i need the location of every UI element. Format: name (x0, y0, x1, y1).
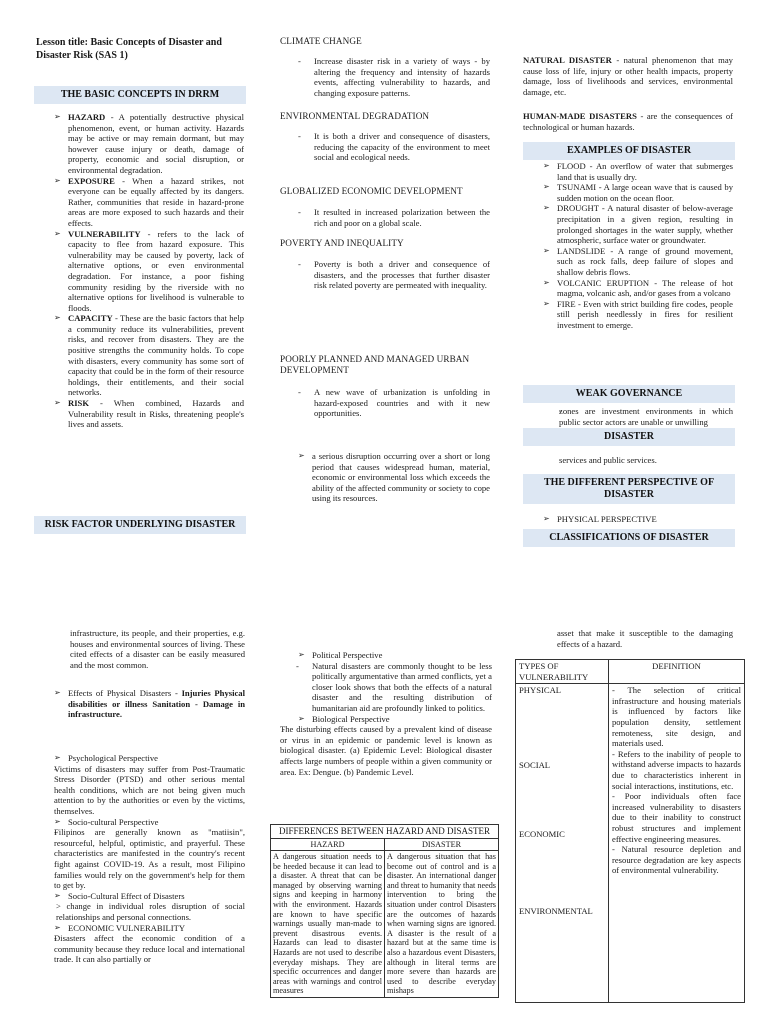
psychological-title: ➢ Psychological Perspective (52, 753, 245, 764)
poverty-title: POVERTY AND INEQUALITY (280, 238, 404, 248)
examples-region (523, 150, 735, 384)
globalized-economic-text: - It resulted in increased polarization between the rich and poor on a global scale. (280, 207, 490, 228)
example-tsunami: ➢ TSUNAMI - A large ocean wave that is caused by sudden motion on the ocean floor. (541, 182, 733, 203)
diff-hazard-cell: A dangerous situation needs to be heeded because it can lead to a disaster. A threat that can be managed by observing warning signs and keeping in harmony with the environment. Hazards are known to have specific warnings usually man-made to prevent disastrous events. Hazards can lead to disaster Hazards are not used to describe everyday mishaps. They are specific occurrences and danger areas with warnings and control measures (271, 851, 385, 998)
types-col-header: TYPES OF VULNERABILITY (516, 660, 609, 684)
poverty-block (280, 259, 490, 291)
header-disaster: DISASTER (523, 428, 735, 446)
diff-disaster-cell: A dangerous situation that has become out of control and is a disaster. An international danger and threat to humanity that needs intervention to bring the situation under control Disasters are the outcomes of hazards when warning signs are ignored. A disaster is the result of a hazard but at the same time is also a hazardous event Disasters, although in literal terms are more severe than hazards are used to describe everyday mishaps (385, 851, 499, 998)
physical-perspective-label: ➢ PHYSICAL PERSPECTIVE (541, 514, 733, 525)
climate-change-title: CLIMATE CHANGE (280, 36, 362, 46)
physical-perspective-block (541, 514, 733, 525)
weak-governance-text: - zones are investment environments in which public sector actors are unable or unwilling (541, 406, 733, 427)
concept-item-exposure: ➢ EXPOSURE - When a hazard strikes, not everyone can be equally affected by its dangers. Rather, communities that reside in hazard-prone areas are more exposed to such hazards and their effects. (52, 176, 244, 229)
urban-development-block (280, 387, 490, 419)
env-degradation-text: - It is both a driver and consequence of disasters, reducing the capacity of the environment to meet social and ecological needs. (280, 131, 490, 163)
weak-governance-text-region (541, 406, 733, 430)
vulnerability-types-table (515, 659, 745, 1003)
biological-text: - The disturbing effects caused by a prevalent kind of disease or virus in an epidemic or pandemic level is known as biological disaster. (a) Epidemic Level: Biological disaster affects large numbers of people within a given community or area. Ex: Dengue. (b) Pandemic Level. (264, 724, 492, 777)
perspectives-list (52, 753, 245, 1024)
human-made-definition: HUMAN-MADE DISASTERS - are the consequences of technological or human hazards. (523, 111, 733, 132)
diff-table-title: DIFFERENCES BETWEEN HAZARD AND DISASTER (271, 825, 499, 839)
disaster-definition: ➢ a serious disruption occurring over a short or long period that causes widespread human, material, economic or environmental loss which exceeds the ability of the affected community or society to cope using its resources. (296, 451, 490, 504)
header-examples-of-disaster: EXAMPLES OF DISASTER (523, 142, 735, 160)
examples-list (541, 161, 733, 331)
header-basic-concepts: THE BASIC CONCEPTS IN DRRM (34, 86, 246, 104)
env-degradation-title: ENVIRONMENTAL DEGRADATION (280, 111, 430, 121)
header-different-perspective: THE DIFFERENT PERSPECTIVE OF DISASTER (523, 474, 735, 504)
basic-concepts-list (52, 112, 244, 430)
physical-effects-block (52, 688, 245, 720)
perspectives-list-2 (278, 650, 492, 777)
psychological-text: - Victims of disasters may suffer from Post-Traumatic Stress Disorder (PTSD) and other serious mental health conditions, which are not being given much attention to by the authorities or even by the victims, themselves. (52, 764, 245, 817)
natural-disaster-definition: NATURAL DISASTER - natural phenomenon that may cause loss of life, injury or other health impacts, property damage, loss of livelihoods and services, environmental damage, etc. (523, 55, 733, 97)
header-risk-factor: RISK FACTOR UNDERLYING DISASTER (34, 516, 246, 534)
climate-change-text: - Increase disaster risk in a variety of ways - by altering the frequency and intensity of hazards events, affecting vulnerability to hazards, and changing exposure patterns. (280, 56, 490, 98)
definitions-column (609, 684, 745, 1003)
vulnerability-intro-text: asset that make it susceptible to the damaging effects of a hazard. (557, 628, 733, 649)
diff-table-region (270, 824, 499, 1024)
type-physical: PHYSICAL (519, 685, 562, 696)
economic-vulnerability-title: ➢ ECONOMIC VULNERABILITY (52, 923, 245, 934)
physical-intro-text: infrastructure, its people, and their properties, e.g. houses and environmental sources of living. These cited effects of a disaster can be easily measured and the most common. (70, 628, 245, 670)
physical-effects-item: ➢ Effects of Physical Disasters - Injuries Physical disabilities or illness Sanitation - Damage in infrastructure. (52, 688, 245, 720)
definition-economic: - Poor individuals often face increased vulnerability to disasters due to their inability to construct robust structures and implement effective engineering measures. (612, 791, 741, 844)
env-degradation-block (280, 131, 490, 163)
types-column (516, 684, 609, 1003)
political-title: ➢ Political Perspective (296, 650, 492, 661)
urban-development-text: - A new wave of urbanization is unfolding in hazard-exposed countries and with it new opportunities. (280, 387, 490, 419)
type-environmental: ENVIRONMENTAL (519, 906, 593, 917)
socio-cultural-effect-text: > change in individual roles disruption of social relationships and personal connections. (56, 901, 245, 922)
urban-development-title: POORLY PLANNED AND MANAGED URBAN DEVELOPMENT (280, 354, 470, 375)
definition-environmental: - Natural resource depletion and resource degradation are key aspects of environmental vulnerability. (612, 844, 741, 876)
poverty-text: - Poverty is both a driver and consequence of disasters, and the processes that further disaster risk related poverty are permeated with inequality. (280, 259, 490, 291)
globalized-economic-title: GLOBALIZED ECONOMIC DEVELOPMENT (280, 186, 463, 196)
political-text: - Natural disasters are commonly thought to be less politically argumentative than armed conflicts, yet a closer look shows that both the effects of a natural disaster and the resulting distribution of humanitarian aid are profoundly linked to politics. (278, 661, 492, 714)
type-economic: ECONOMIC (519, 829, 565, 840)
example-landslide: ➢ LANDSLIDE - A range of ground movement, such as rock falls, deep failure of slopes and shallow debris flows. (541, 246, 733, 278)
diff-col-disaster: DISASTER (385, 838, 499, 851)
concept-item-capacity: ➢ CAPACITY - These are the basic factors that help a community reduce its vulnerabilities, prevent risks, and recover from disasters. They are the positive strengths the community holds. To cope with disasters, every community has some sort of capacity that could be in the form of their resource holdings, their entitlements, and their social networks. (52, 313, 244, 398)
example-flood: ➢ FLOOD - An overflow of water that submerges land that is usually dry. (541, 161, 733, 182)
example-fire: ➢ FIRE - Even with strict building fire codes, people still perish needlessly in fires for resilient investment to emerge. (541, 299, 733, 331)
example-drought: ➢ DROUGHT - A natural disaster of below-average precipitation in a given region, resulting in prolonged shortages in the water supply, whether atmospheric, surface water or groundwater. (541, 203, 733, 245)
definition-social: - Refers to the inability of people to withstand adverse impacts to hazards due to characteristics inherent in social interactions, institutions, etc. (612, 748, 741, 791)
hazard-disaster-table (270, 824, 499, 998)
definition-physical: - The selection of critical infrastructure and housing materials is influenced by factors like population density, settlement remoteness, site design, and materials used. (612, 685, 741, 749)
concept-item-hazard: ➢ HAZARD - A potentially destructive physical phenomenon, event, or human activity. Hazards may be active or may remain dormant, but may however cause injury or death, damage of property, economic and social disruption, or environmental degradation. (52, 112, 244, 176)
climate-change-block (280, 56, 490, 98)
concept-item-risk: ➢ RISK - When combined, Hazards and Vulnerability result in Risks, threatening people's lives and assets. (52, 398, 244, 430)
type-social: SOCIAL (519, 760, 551, 771)
services-text: services and public services. (559, 455, 657, 465)
example-volcanic-eruption: ➢ VOLCANIC ERUPTION - The release of hot magma, volcanic ash, and/or gases from a volcano (541, 278, 733, 299)
header-classifications: CLASSIFICATIONS OF DISASTER (523, 529, 735, 547)
socio-cultural-text: - Filipinos are generally known as "matiisin", resourceful, helpful, optimistic, and prayerful. These characteristics are manifested in the country's recent fight against COVID-19. As a result, most Filipino families would rely on the government's help for them to get by. (52, 827, 245, 891)
socio-cultural-title: ➢ Socio-cultural Perspective (52, 817, 245, 828)
header-weak-governance: WEAK GOVERNANCE (523, 385, 735, 403)
lesson-title: Lesson title: Basic Concepts of Disaster and Disaster Risk (SAS 1) (36, 37, 222, 61)
globalized-economic-block (280, 207, 490, 228)
diff-col-hazard: HAZARD (271, 838, 385, 851)
socio-cultural-effect-title: ➢ Socio-Cultural Effect of Disasters (52, 891, 245, 902)
definition-col-header: DEFINITION (609, 660, 745, 684)
disaster-definition-block (296, 451, 490, 504)
concept-item-vulnerability: ➢ VULNERABILITY - refers to the lack of capacity to flee from hazard exposure. This vulnerability may be caused by poverty, lack of alternative options, or even environmental degradation. For instance, a poor fishing community residing by the riverside with no alternative options for livelihood is vulnerable to floods. (52, 229, 244, 314)
biological-title: ➢ Biological Perspective (296, 714, 492, 725)
economic-vulnerability-text: - Disasters affect the economic condition of a community because they reduce local and international trade. It can also partially or (52, 933, 245, 965)
